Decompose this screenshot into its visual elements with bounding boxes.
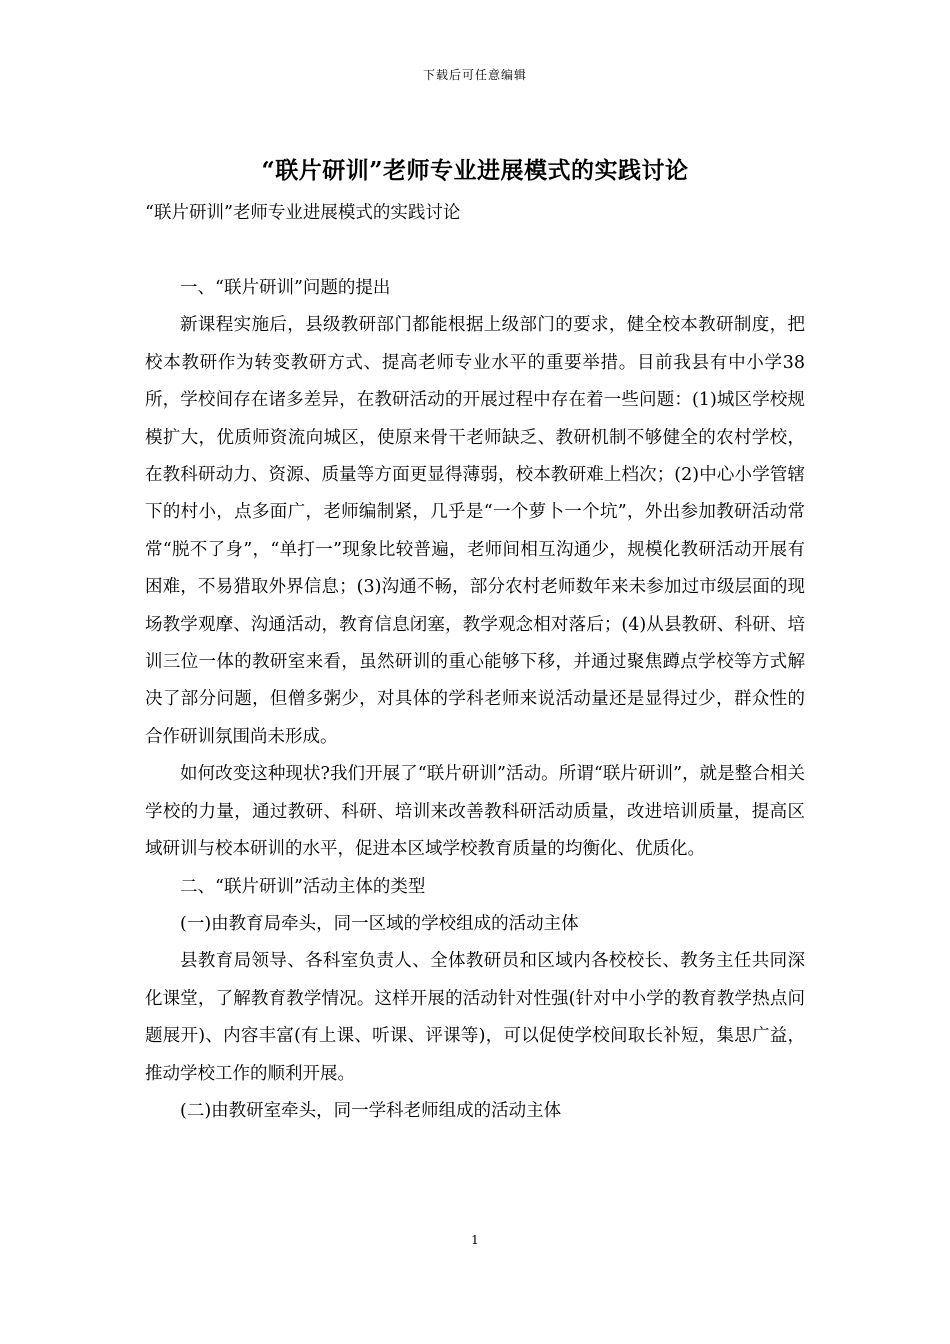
paragraph: 县教育局领导、各科室负责人、全体教研员和区域内各校校长、教务主任共同深化课堂，了解教育教学情况。这样开展的活动针对性强(针对中小学的教育教学热点问题展开)、内容丰富(有上课、听课、评课等)，可以促使学校间取长补短，集思广益，推动学校工作的顺利开展。 bbox=[145, 951, 805, 1084]
section-heading-1: 一、“联片研训”问题的提出 bbox=[180, 278, 391, 298]
document-title: “联片研训”老师专业进展模式的实践讨论 bbox=[261, 157, 689, 184]
subsection-heading-2: (二)由教研室牵头，同一学科老师组成的活动主体 bbox=[180, 1100, 562, 1121]
section-heading-2: 二、“联片研训”活动主体的类型 bbox=[180, 876, 426, 897]
document-subtitle: “联片研训”老师专业进展模式的实践讨论 bbox=[145, 203, 461, 223]
page-number: 1 bbox=[471, 1233, 479, 1247]
document-body bbox=[145, 270, 805, 1130]
subsection-heading-1: (一)由教育局牵头，同一区域的学校组成的活动主体 bbox=[180, 913, 579, 934]
header-note: 下载后可任意编辑 bbox=[422, 68, 527, 82]
paragraph: 新课程实施后，县级教研部门都能根据上级部门的要求，健全校本教研制度，把校本教研作为转变教研方式、提高老师专业水平的重要举措。目前我县有中小学38所，学校间存在诸多差异，在教研活动的开展过程中存在着一些问题：(1)城区学校规模扩大，优质师资流向城区，使原来骨干老师缺乏、教研机制不够健全的农村学校，在教科研动力、资源、质量等方面更显得薄弱，校本教研难上档次；(2)中心小学管辖下的村小，点多面广，老师编制紧，几乎是“一个萝卜一个坑”，外出参加教研活动常常“脱不了身”，“单打一”现象比较普遍，老师间相互沟通少，规模化教研活动开展有困难，不易猎取外界信息；(3)沟通不畅，部分农村老师数年来未参加过市级层面的现场教学观摩、沟通活动，教育信息闭塞，教学观念相对落后；(4)从县教研、科研、培训三位一体的教研室来看，虽然研训的重心能够下移，并通过聚焦蹲点学校等方式解决了部分问题，但僧多粥少，对具体的学科老师来说活动量还是显得过少，群众性的合作研训氛围尚未形成。 bbox=[145, 315, 805, 747]
paragraph: 如何改变这种现状?我们开展了“联片研训”活动。所谓“联片研训”，就是整合相关学校的力量，通过教研、科研、培训来改善教科研活动质量，改进培训质量，提高区域研训与校本研训的水平，促进本区域学校教育质量的均衡化、优质化。 bbox=[145, 764, 805, 860]
